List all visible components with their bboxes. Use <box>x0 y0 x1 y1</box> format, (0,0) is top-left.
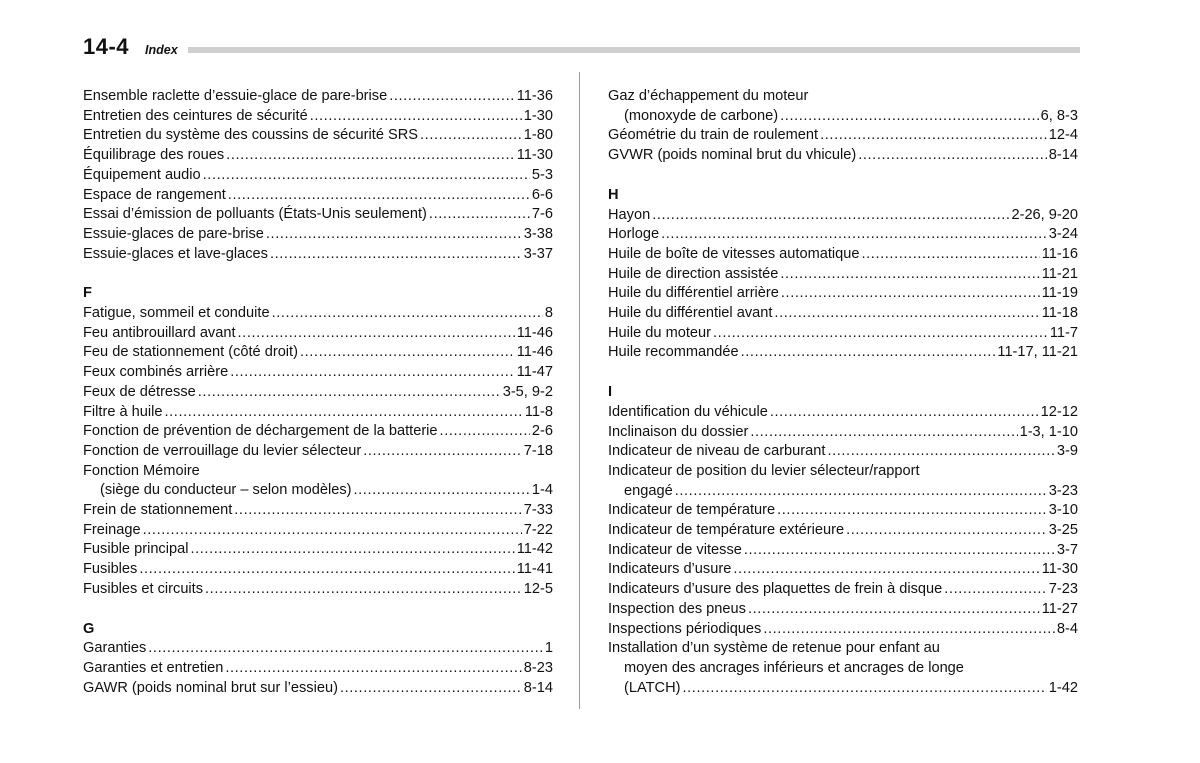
dot-leader <box>675 482 1047 502</box>
entry-text: Identification du véhicule <box>608 403 768 420</box>
entry-page: 11-21 <box>1041 265 1078 282</box>
index-entry-fonction-memoire: Fonction Mémoire <box>83 462 200 479</box>
dot-leader <box>744 541 1055 561</box>
index-entry-continuation <box>608 107 1078 127</box>
entry-page: 12-12 <box>1040 403 1078 420</box>
entry-text: Huile de direction assistée <box>608 265 779 282</box>
dot-leader <box>652 206 1009 226</box>
index-entry <box>608 580 1078 600</box>
index-entry-continuation <box>83 481 553 501</box>
index-entry <box>608 442 1078 462</box>
dot-leader <box>310 107 522 127</box>
entry-text: Entretien du système des coussins de sécurité SRS <box>83 127 419 144</box>
index-entry <box>608 284 1078 304</box>
index-entry <box>83 442 553 462</box>
index-entry <box>83 501 553 521</box>
index-entry <box>608 324 1078 344</box>
entry-text: Indicateur de niveau de carburant <box>608 443 826 460</box>
dot-leader <box>226 146 515 166</box>
entry-page: 11-30 <box>516 147 553 164</box>
dot-leader <box>774 304 1039 324</box>
entry-page: 3-24 <box>1048 226 1078 243</box>
entry-page: 1-30 <box>523 107 553 124</box>
entry-page: 2-6 <box>531 423 553 440</box>
index-entry-continuation <box>608 482 1078 502</box>
entry-page: 3-25 <box>1048 522 1078 539</box>
index-entry <box>608 206 1078 226</box>
section-f-entries-a <box>83 304 553 462</box>
index-entry-continuation-text: moyen des ancrages inférieurs et ancrages de longe <box>624 659 964 676</box>
dot-leader <box>148 639 543 659</box>
entry-page: 11-42 <box>516 541 553 558</box>
entry-page: 1 <box>544 640 553 657</box>
entry-page: 12-4 <box>1048 127 1078 144</box>
entry-page: 11-7 <box>1049 324 1078 341</box>
dot-leader <box>238 324 515 344</box>
entry-page: 3-37 <box>523 245 553 262</box>
entry-page: 11-47 <box>516 364 553 381</box>
section-i-entries-a <box>608 403 1078 462</box>
dot-leader <box>230 363 515 383</box>
index-entry <box>608 501 1078 521</box>
dot-leader <box>272 304 543 324</box>
entry-text: Inspection des pneus <box>608 600 746 617</box>
entry-text: Feu antibrouillard avant <box>83 324 236 341</box>
index-entry <box>83 126 553 146</box>
entry-text: Hayon <box>608 206 651 223</box>
dot-leader <box>858 146 1047 166</box>
header-rule <box>188 47 1080 53</box>
dot-leader <box>763 620 1055 640</box>
entry-page: 11-16 <box>1041 245 1078 262</box>
index-entry <box>608 541 1078 561</box>
index-entry <box>83 304 553 324</box>
left-column <box>83 87 553 698</box>
index-entry <box>608 304 1078 324</box>
index-entry-continuation <box>608 679 1078 699</box>
index-entry <box>83 659 553 679</box>
page-number: 14-4 <box>83 34 130 59</box>
entry-text: Feux de détresse <box>83 383 196 400</box>
dot-leader <box>682 679 1046 699</box>
index-entry <box>83 205 553 225</box>
dot-leader <box>203 166 530 186</box>
entry-page: 11-19 <box>1041 285 1078 302</box>
dot-leader <box>190 540 514 560</box>
dot-leader <box>748 600 1040 620</box>
index-entry <box>83 639 553 659</box>
entry-page: 3-38 <box>523 225 553 242</box>
entry-text: Horloge <box>608 226 660 243</box>
index-entry <box>608 521 1078 541</box>
entry-page: 11-17, 11-21 <box>997 344 1078 361</box>
entry-page: 3-7 <box>1056 541 1078 558</box>
dot-leader <box>225 659 521 679</box>
entry-page: 1-80 <box>523 127 553 144</box>
index-entry <box>608 560 1078 580</box>
entry-page: 1-4 <box>531 482 553 499</box>
index-entry <box>83 225 553 245</box>
entry-text: Feu de stationnement (côté droit) <box>83 344 298 361</box>
entry-page: 7-22 <box>523 521 553 538</box>
index-entry <box>83 403 553 423</box>
dot-leader <box>820 126 1047 146</box>
section-letter-i: I <box>608 384 613 401</box>
section-title: Index <box>145 43 178 57</box>
entry-page: 11-30 <box>1041 561 1078 578</box>
index-entry <box>83 245 553 265</box>
entry-page: 11-46 <box>516 344 553 361</box>
entry-page: 8-14 <box>1048 147 1078 164</box>
section-f-entries-b <box>83 501 553 600</box>
index-entry <box>608 343 1078 363</box>
column-divider <box>579 72 580 709</box>
section-letter-g: G <box>83 620 95 637</box>
entry-page: 7-6 <box>531 206 553 223</box>
entry-text: Équipement audio <box>83 166 201 183</box>
entry-text: Indicateurs d’usure <box>608 561 732 578</box>
entry-text: (siège du conducteur – selon modèles) <box>100 482 352 499</box>
index-entry <box>608 403 1078 423</box>
section-i-entries-b <box>608 501 1078 639</box>
entry-page: 11-36 <box>516 88 553 104</box>
entry-page: 2-26, 9-20 <box>1011 206 1078 223</box>
dot-leader <box>440 422 530 442</box>
dot-leader <box>733 560 1039 580</box>
entry-page: 8-23 <box>523 659 553 676</box>
entry-page: 3-23 <box>1048 482 1078 499</box>
index-entry <box>83 560 553 580</box>
entry-text: Huile du différentiel arrière <box>608 285 779 302</box>
dot-leader <box>300 343 515 363</box>
dot-leader <box>780 265 1039 285</box>
section-g-entries <box>83 639 553 698</box>
dot-leader <box>266 225 522 245</box>
index-entry <box>83 580 553 600</box>
entry-text: GAWR (poids nominal brut sur l’essieu) <box>83 679 338 696</box>
index-entry <box>608 600 1078 620</box>
index-entry <box>83 186 553 206</box>
dot-leader <box>770 403 1039 423</box>
entry-text: Fonction de prévention de déchargement de la batterie <box>83 423 438 440</box>
entry-text: (LATCH) <box>624 679 681 696</box>
index-entry <box>83 107 553 127</box>
entry-text: Entretien des ceintures de sécurité <box>83 107 308 124</box>
index-entry <box>83 422 553 442</box>
entry-text: Filtre à huile <box>83 403 163 420</box>
entry-text: Fusible principal <box>83 541 189 558</box>
entry-page: 7-23 <box>1048 581 1078 598</box>
entry-page: 3-5, 9-2 <box>502 383 553 400</box>
dot-leader <box>234 501 522 521</box>
entry-text: Huile du différentiel avant <box>608 305 773 322</box>
entry-text: Huile recommandée <box>608 344 739 361</box>
entry-page: 1-3, 1-10 <box>1019 423 1078 440</box>
index-entry-gaz: Gaz d’échappement du moteur <box>608 88 809 104</box>
dot-leader <box>780 107 1039 127</box>
entry-text: engagé <box>624 482 673 499</box>
entry-text: Frein de stationnement <box>83 502 233 519</box>
dot-leader <box>661 225 1047 245</box>
index-entry <box>608 265 1078 285</box>
entry-page: 11-41 <box>516 561 553 578</box>
index-entry <box>608 126 1078 146</box>
entry-text: Essuie-glaces de pare-brise <box>83 225 264 242</box>
entry-text: Huile du moteur <box>608 324 712 341</box>
entry-page: 6-6 <box>531 186 553 203</box>
entry-text: Huile de boîte de vitesses automatique <box>608 245 860 262</box>
section-letter-f: F <box>83 285 92 302</box>
index-entry <box>83 87 553 107</box>
entry-text: Freinage <box>83 521 141 538</box>
index-entry <box>83 363 553 383</box>
entry-text: Inclinaison du dossier <box>608 423 749 440</box>
entry-text: Feux combinés arrière <box>83 364 229 381</box>
entry-page: 6, 8-3 <box>1040 107 1078 124</box>
entry-page: 8-4 <box>1056 620 1078 637</box>
entry-page: 11-27 <box>1041 600 1078 617</box>
dot-leader <box>781 284 1040 304</box>
index-entry <box>83 146 553 166</box>
entry-page: 12-5 <box>523 580 553 597</box>
dot-leader <box>165 403 523 423</box>
entry-text: Fatigue, sommeil et conduite <box>83 305 270 322</box>
section-h-entries <box>608 206 1078 364</box>
entry-text: Indicateur de température <box>608 502 776 519</box>
index-entry <box>83 521 553 541</box>
dot-leader <box>198 383 501 403</box>
dot-leader <box>429 205 530 225</box>
entry-text: Espace de rangement <box>83 186 226 203</box>
entry-page: 7-18 <box>523 442 553 459</box>
dot-leader <box>750 423 1017 443</box>
dot-leader <box>340 679 522 699</box>
entry-text: Indicateur de vitesse <box>608 541 742 558</box>
entry-page: 3-10 <box>1048 502 1078 519</box>
index-entry-indicateur-position: Indicateur de position du levier sélecteur/rapport <box>608 462 920 479</box>
dot-leader <box>354 481 530 501</box>
entry-text: Équilibrage des roues <box>83 147 225 164</box>
dot-leader <box>228 186 530 206</box>
dot-leader <box>713 324 1048 344</box>
entry-text: Géométrie du train de roulement <box>608 127 819 144</box>
section-letter-h: H <box>608 186 619 203</box>
index-entry <box>608 423 1078 443</box>
entry-text: Ensemble raclette d’essuie-glace de pare-brise <box>83 88 388 104</box>
index-entry <box>608 245 1078 265</box>
g-continued-entries <box>608 126 1078 165</box>
entry-page: 11-46 <box>516 324 553 341</box>
entry-page: 5-3 <box>531 166 553 183</box>
index-entry <box>608 225 1078 245</box>
index-entry <box>83 343 553 363</box>
entry-text: Essuie-glaces et lave-glaces <box>83 245 268 262</box>
dot-leader <box>862 245 1040 265</box>
dot-leader <box>777 501 1047 521</box>
right-column <box>608 87 1078 698</box>
entry-text: Fonction de verrouillage du levier sélecteur <box>83 442 362 459</box>
entry-text: Inspections périodiques <box>608 620 762 637</box>
dot-leader <box>205 580 522 600</box>
entry-text: Indicateurs d’usure des plaquettes de frein à disque <box>608 581 943 598</box>
index-entry <box>608 620 1078 640</box>
entry-page: 3-9 <box>1056 443 1078 460</box>
dot-leader <box>139 560 514 580</box>
dot-leader <box>944 580 1047 600</box>
entry-text: GVWR (poids nominal brut du vhicule) <box>608 147 857 164</box>
index-entry <box>83 324 553 344</box>
entry-text: Indicateur de température extérieure <box>608 522 845 539</box>
entry-page: 7-33 <box>523 502 553 519</box>
dot-leader <box>846 521 1047 541</box>
dot-leader <box>741 343 996 363</box>
index-entry <box>608 146 1078 166</box>
intro-entries <box>83 87 553 264</box>
dot-leader <box>827 442 1054 462</box>
index-entry <box>83 679 553 699</box>
dot-leader <box>143 521 522 541</box>
entry-text: Garanties et entretien <box>83 659 224 676</box>
dot-leader <box>420 126 522 146</box>
index-entry-installation: Installation d’un système de retenue pour enfant au <box>608 640 940 657</box>
entry-text: Garanties <box>83 640 147 657</box>
index-entry <box>83 383 553 403</box>
entry-page: 1-42 <box>1048 679 1078 696</box>
entry-text: Fusibles et circuits <box>83 580 204 597</box>
index-entry <box>83 540 553 560</box>
entry-text: Fusibles <box>83 561 138 578</box>
dot-leader <box>270 245 522 265</box>
index-entry <box>83 166 553 186</box>
dot-leader <box>363 442 522 462</box>
entry-page: 11-8 <box>524 403 553 420</box>
dot-leader <box>389 87 515 107</box>
entry-text: (monoxyde de carbone) <box>624 107 779 124</box>
entry-text: Essai d’émission de polluants (États-Unis seulement) <box>83 206 427 223</box>
entry-page: 11-18 <box>1041 305 1078 322</box>
entry-page: 8 <box>544 305 553 322</box>
entry-page: 8-14 <box>523 679 553 696</box>
